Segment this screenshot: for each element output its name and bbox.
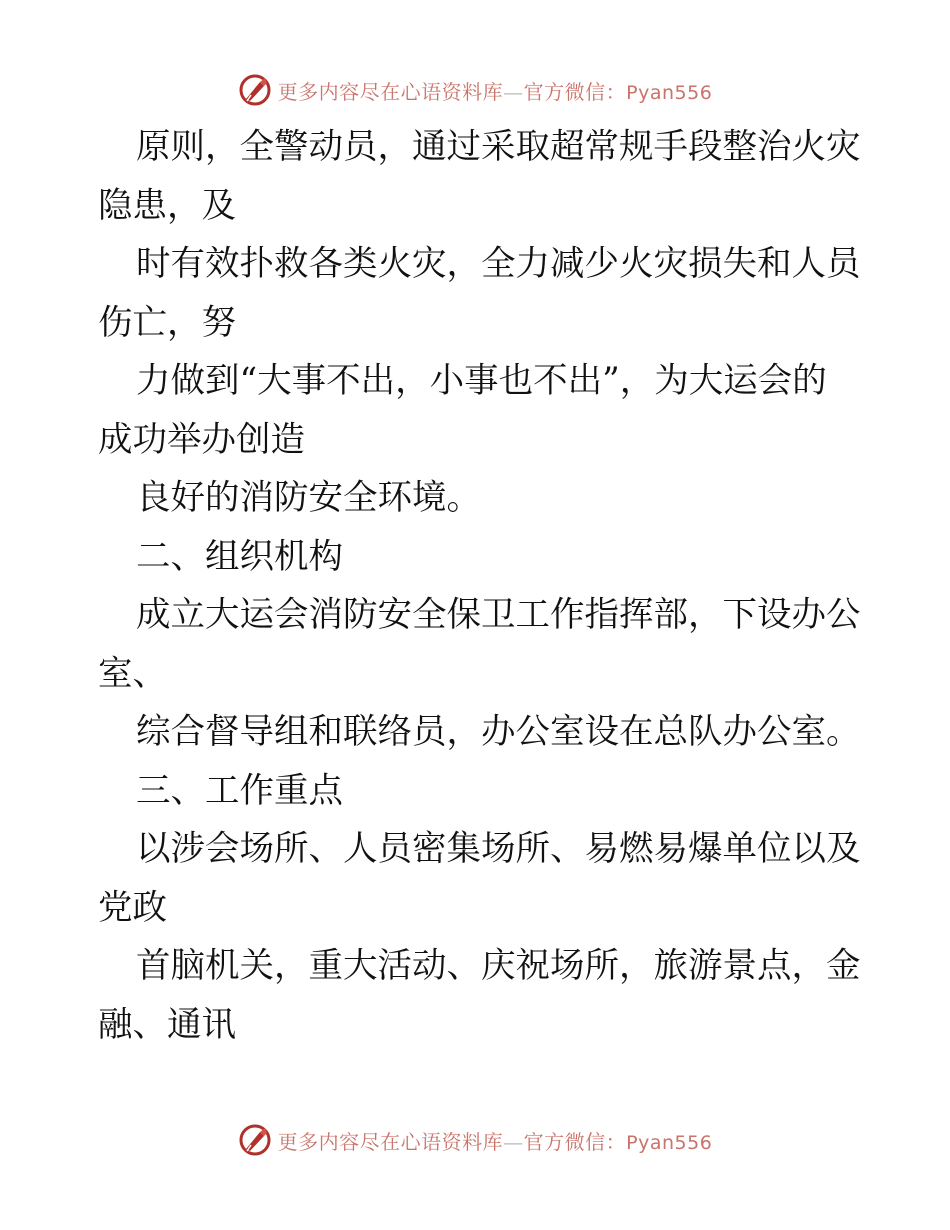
watermark-wechat: Pyan556 bbox=[626, 81, 713, 104]
watermark-main: 更多内容尽在心语资料库 bbox=[277, 1129, 504, 1154]
quill-pen-logo-icon bbox=[238, 73, 272, 107]
body-line: 良好的消防安全环境。 bbox=[136, 478, 481, 518]
document-body bbox=[98, 118, 861, 1054]
watermark-suffix: 官方微信： bbox=[523, 1129, 627, 1154]
watermark-dash: — bbox=[503, 79, 524, 104]
watermark-dash: — bbox=[503, 1129, 524, 1154]
body-line: 时有效扑救各类火灾，全力减少火灾损失和人员 bbox=[136, 244, 861, 284]
watermark-wechat: Pyan556 bbox=[626, 1131, 713, 1154]
header-watermark bbox=[0, 70, 950, 110]
body-line: 伤亡，努 bbox=[98, 302, 236, 343]
body-line: 力做到“大事不出，小事也不出”，为大运会的 bbox=[136, 361, 827, 401]
watermark-text bbox=[278, 76, 713, 105]
watermark-main: 更多内容尽在心语资料库 bbox=[277, 79, 504, 104]
footer-watermark bbox=[0, 1120, 950, 1160]
body-line: 原则，全警动员，通过采取超常规手段整治火灾 bbox=[136, 127, 861, 167]
body-line: 首脑机关，重大活动、庆祝场所，旅游景点，金 bbox=[136, 946, 861, 986]
body-line: 以涉会场所、人员密集场所、易燃易爆单位以及 bbox=[136, 829, 861, 869]
body-line: 隐患，及 bbox=[98, 185, 236, 226]
body-line: 党政 bbox=[98, 887, 167, 928]
quill-pen-logo-icon bbox=[238, 1123, 272, 1157]
body-line: 成立大运会消防安全保卫工作指挥部，下设办公 bbox=[136, 595, 861, 635]
section-heading: 二、组织机构 bbox=[136, 536, 343, 577]
watermark-text bbox=[278, 1126, 713, 1155]
body-line: 室、 bbox=[98, 653, 167, 694]
body-line: 综合督导组和联络员，办公室设在总队办公室。 bbox=[136, 712, 861, 752]
section-heading: 三、工作重点 bbox=[136, 770, 343, 811]
body-line: 融、通讯 bbox=[98, 1004, 236, 1045]
body-line: 成功举办创造 bbox=[98, 419, 305, 460]
watermark-suffix: 官方微信： bbox=[523, 79, 627, 104]
